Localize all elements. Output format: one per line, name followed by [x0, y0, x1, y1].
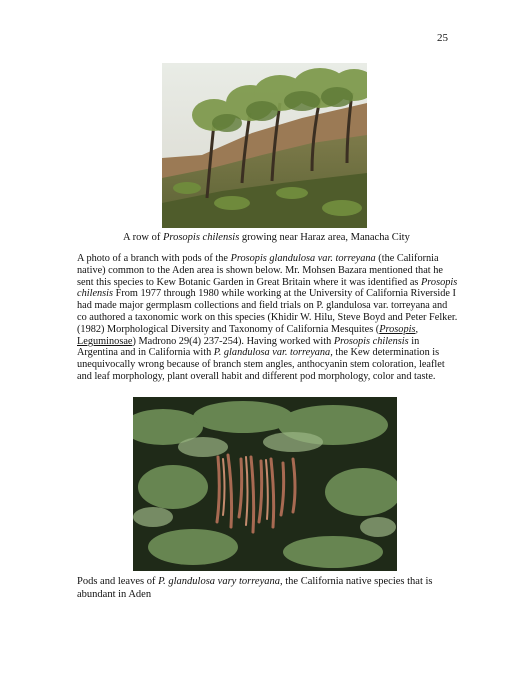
figure-caption-2: Pods and leaves of P. glandulosa vary torreyana, the California native species that is abundant in Aden — [77, 576, 433, 600]
body-paragraph: A photo of a branch with pods of the Prosopis glandulosa var. torreyana (the California native) common to the Aden area is shown below. Mr. Mohsen Bazara mentioned that he sent this species to Kew Botanic Garden in Great Britain where it was identified as Prosopis chilensis From 1977 through 1980 while working at the University of California Riverside I had made major germplasm collections and field trials on P. glandulosa var. torreyana and co authored a taxonomic work on this species (Khidir W. Hilu, Steve Boyd and Peter Felker. (1982) Morphological Diversity and Taxonomy of California Mesquites (Prosopis, Leguminosae) Madrono 29(4) 237-254). Having worked with Prosopis chilensis in Argentina and in California with P. glandulosa var. torreyana, the Kew determination is unequivocally wrong because of branch stem angles, anthocyanin stem coloration, leaflet and leaf morphology, plant overall habit and different pod morphology, color and taste. — [77, 253, 458, 382]
figure-caption-1: A row of Prosopis chilensis growing near Haraz area, Manacha City — [123, 232, 410, 243]
pods-and-leaves-photo — [133, 397, 397, 571]
prosopis-chilensis-row-photo — [162, 63, 367, 228]
page-number: 25 — [437, 32, 448, 44]
